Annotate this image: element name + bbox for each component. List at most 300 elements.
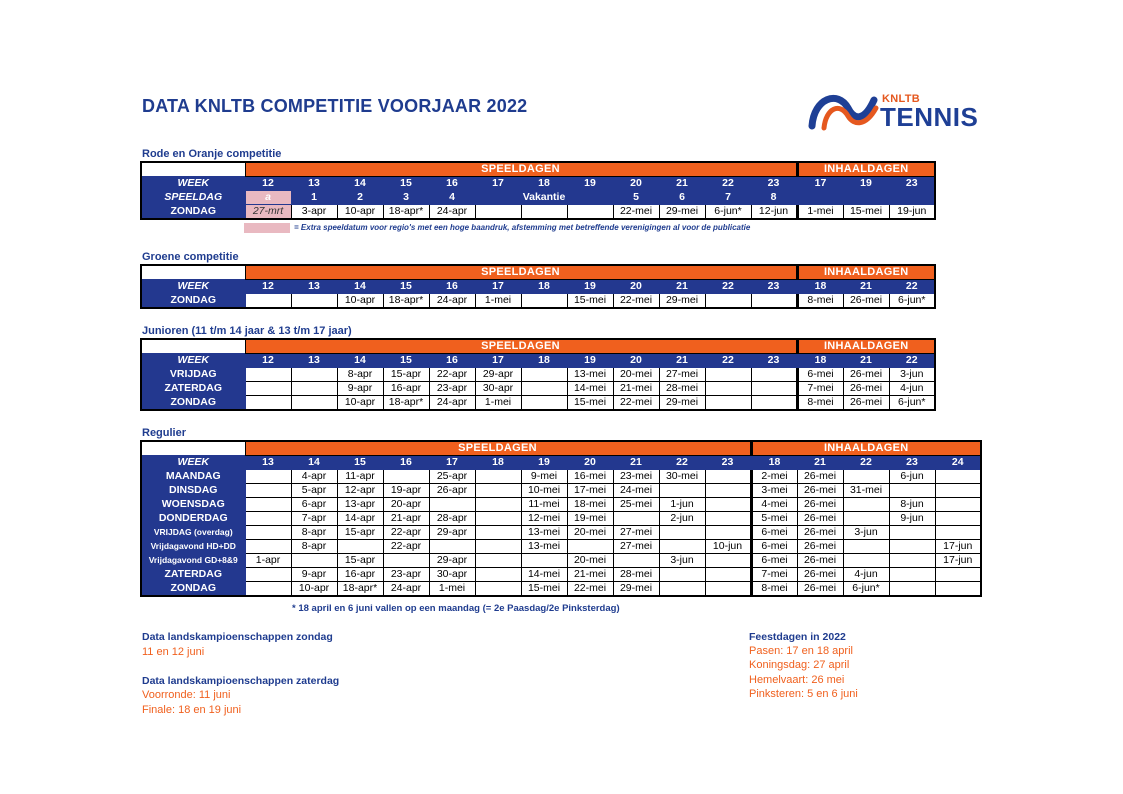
page-title: DATA KNLTB COMPETITIE VOORJAAR 2022: [142, 96, 528, 116]
inhaal-date-cell: 7-mei: [797, 382, 843, 396]
date-cell: 28-mei: [613, 568, 659, 582]
inhaal-date-cell: 26-mei: [797, 554, 843, 568]
week-cell: 17: [475, 280, 521, 294]
week-cell: 18: [521, 354, 567, 368]
date-cell: [567, 540, 613, 554]
date-cell: [705, 368, 751, 382]
date-cell: [751, 294, 797, 309]
week-cell: 23: [751, 280, 797, 294]
schedule-row: [141, 498, 981, 512]
schedule-row: [141, 484, 981, 498]
logo-swoosh-icon: [808, 86, 880, 134]
row-label: ZONDAG: [141, 396, 245, 411]
inhaal-date-cell: 26-mei: [843, 396, 889, 411]
row-label-week: WEEK: [141, 354, 245, 368]
date-cell: [705, 582, 751, 597]
row-label: Vrijdagavond HD+DD: [141, 540, 245, 554]
row-label: ZONDAG: [141, 582, 245, 597]
date-cell: 9-apr: [291, 568, 337, 582]
knltb-tennis-logo: [808, 86, 988, 134]
row-label: ZATERDAG: [141, 568, 245, 582]
row-label-zondag: ZONDAG: [141, 205, 245, 220]
date-cell: 29-mei: [659, 205, 705, 220]
inhaal-date-cell: 7-mei: [751, 568, 797, 582]
row-label-speeldag: SPEELDAG: [141, 191, 245, 205]
date-cell: 10-jun: [705, 540, 751, 554]
date-cell: 30-apr: [475, 382, 521, 396]
inhaal-date-cell: 6-jun*: [889, 294, 935, 309]
section-title-junioren: Junioren (11 t/m 14 jaar & 13 t/m 17 jaar): [142, 325, 352, 337]
date-cell: 8-apr: [337, 368, 383, 382]
note-equals: =: [294, 223, 299, 233]
date-cell: [705, 294, 751, 309]
inhaal-date-cell: 8-jun: [889, 498, 935, 512]
header-blank: [141, 162, 245, 177]
inhaal-date-cell: 6-jun*: [889, 396, 935, 411]
schedule-row: [141, 526, 981, 540]
date-cell: [245, 498, 291, 512]
inhaal-date-cell: 26-mei: [843, 368, 889, 382]
schedule-row: [141, 470, 981, 484]
row-label: MAANDAG: [141, 470, 245, 484]
inhaal-date-cell: 17-jun: [935, 540, 981, 554]
week-cell: 13: [291, 177, 337, 191]
week-row: [141, 177, 935, 191]
info-zaterdag-title: Data landskampioenschappen zaterdag: [142, 675, 340, 687]
speeldag-cell: 8: [751, 191, 797, 205]
week-cell: 17: [475, 354, 521, 368]
date-cell: [751, 396, 797, 411]
week-cell: 23: [751, 177, 797, 191]
date-cell: 7-apr: [291, 512, 337, 526]
date-cell: [613, 512, 659, 526]
date-cell: 15-apr: [337, 526, 383, 540]
date-cell: 24-apr: [383, 582, 429, 597]
inhaal-date-cell: 4-mei: [751, 498, 797, 512]
date-cell: 1-jun: [659, 498, 705, 512]
inhaal-date-cell: 8-mei: [797, 294, 843, 309]
date-cell: 3-jun: [659, 554, 705, 568]
week-cell: 17: [475, 177, 521, 191]
date-cell: 12-jun: [751, 205, 797, 220]
week-cell: 23: [751, 354, 797, 368]
logo-knltb-text: KNLTB: [882, 93, 920, 105]
date-cell: [705, 484, 751, 498]
date-cell: 30-mei: [659, 470, 705, 484]
date-cell: 12-apr: [337, 484, 383, 498]
date-cell: 20-mei: [567, 526, 613, 540]
week-cell: 22: [705, 354, 751, 368]
date-cell: 25-apr: [429, 470, 475, 484]
inhaal-date-cell: 8-mei: [751, 582, 797, 597]
week-cell: 20: [613, 177, 659, 191]
week-cell: 18: [521, 280, 567, 294]
date-cell: [475, 205, 521, 220]
date-cell: 22-mei: [613, 205, 659, 220]
inhaal-date-cell: [843, 498, 889, 512]
inhaal-week-cell: 23: [889, 456, 935, 470]
date-cell: 15-mei: [567, 294, 613, 309]
row-label: DINSDAG: [141, 484, 245, 498]
date-cell: [705, 498, 751, 512]
week-cell: 16: [429, 354, 475, 368]
date-cell: 29-apr: [429, 526, 475, 540]
inhaal-date-cell: [889, 582, 935, 597]
date-cell: 27-mei: [659, 368, 705, 382]
date-cell: 15-apr: [337, 554, 383, 568]
date-cell: [475, 582, 521, 597]
date-cell: [245, 484, 291, 498]
date-cell: 29-mei: [659, 396, 705, 411]
date-cell: [475, 484, 521, 498]
date-cell: 18-apr*: [337, 582, 383, 597]
date-cell: 14-mei: [567, 382, 613, 396]
inhaal-date-cell: 6-jun*: [843, 582, 889, 597]
date-cell: [659, 568, 705, 582]
date-cell: 17-mei: [567, 484, 613, 498]
inhaal-date-cell: 26-mei: [797, 526, 843, 540]
inhaal-week-cell: 18: [797, 354, 843, 368]
week-cell: 19: [567, 354, 613, 368]
date-cell: 23-apr: [383, 568, 429, 582]
date-cell: 28-apr: [429, 512, 475, 526]
inhaal-date-cell: 1-mei: [797, 205, 843, 220]
date-cell: 24-mei: [613, 484, 659, 498]
date-cell: [659, 484, 705, 498]
header-blank: [141, 265, 245, 280]
date-cell: 9-apr: [337, 382, 383, 396]
week-cell: 16: [429, 280, 475, 294]
date-cell: 22-mei: [613, 396, 659, 411]
note-text: Extra speeldatum voor regio's met een hoge baandruk, afstemming met betreffende verenigingen al voor de publicatie: [300, 223, 751, 233]
inhaal-date-cell: 2-mei: [751, 470, 797, 484]
date-cell: 26-apr: [429, 484, 475, 498]
date-cell: [475, 512, 521, 526]
header-speeldagen: SPEELDAGEN: [245, 441, 751, 456]
table-groene: [140, 264, 936, 309]
date-cell: [245, 540, 291, 554]
week-cell: 19: [521, 456, 567, 470]
extra-speeldatum-note: [244, 223, 750, 233]
inhaal-date-cell: 26-mei: [843, 294, 889, 309]
inhaal-date-cell: 26-mei: [797, 470, 843, 484]
inhaal-date-cell: [843, 512, 889, 526]
date-cell: 27-mei: [613, 526, 659, 540]
week-cell: 21: [659, 354, 705, 368]
date-cell: 5-apr: [291, 484, 337, 498]
date-cell: 21-mei: [613, 382, 659, 396]
date-cell: 11-apr: [337, 470, 383, 484]
inhaal-date-cell: [843, 554, 889, 568]
feestdag-pinksteren: Pinksteren: 5 en 6 juni: [749, 688, 858, 700]
speeldag-cell: [797, 191, 843, 205]
speeldag-cell: 6: [659, 191, 705, 205]
date-cell: [429, 498, 475, 512]
header-inhaaldagen: INHAALDAGEN: [797, 162, 935, 177]
week-cell: 18: [521, 177, 567, 191]
schedule-row: [141, 368, 935, 382]
inhaal-week-cell: 21: [843, 354, 889, 368]
date-cell: [521, 554, 567, 568]
inhaal-week-cell: 24: [935, 456, 981, 470]
speeldag-cell: 1: [291, 191, 337, 205]
week-row: [141, 280, 935, 294]
date-cell: 13-mei: [521, 526, 567, 540]
date-cell: 8-apr: [291, 540, 337, 554]
header-blank: [141, 441, 245, 456]
header-speeldagen: SPEELDAGEN: [245, 339, 797, 354]
row-label: VRIJDAG (overdag): [141, 526, 245, 540]
inhaal-date-cell: 5-mei: [751, 512, 797, 526]
speeldag-cell: 3: [383, 191, 429, 205]
feestdag-pasen: Pasen: 17 en 18 april: [749, 645, 853, 657]
date-cell: 19-mei: [567, 512, 613, 526]
section-title-groene: Groene competitie: [142, 251, 239, 263]
inhaal-date-cell: 4-jun: [843, 568, 889, 582]
inhaal-week-cell: 18: [797, 280, 843, 294]
inhaal-date-cell: 26-mei: [797, 582, 843, 597]
week-cell: 15: [383, 354, 429, 368]
inhaal-date-cell: [935, 470, 981, 484]
info-zondag-title: Data landskampioenschappen zondag: [142, 631, 333, 643]
date-cell: 2-jun: [659, 512, 705, 526]
inhaal-date-cell: [935, 512, 981, 526]
week-cell: 21: [613, 456, 659, 470]
date-cell: [245, 526, 291, 540]
inhaal-week-cell: 21: [797, 456, 843, 470]
row-label: VRIJDAG: [141, 368, 245, 382]
date-cell: [521, 382, 567, 396]
week-cell: 16: [429, 177, 475, 191]
date-cell: [245, 368, 291, 382]
logo-tennis-text: TENNIS: [880, 102, 979, 132]
date-cell: 12-mei: [521, 512, 567, 526]
inhaal-date-cell: [889, 554, 935, 568]
date-cell: [245, 512, 291, 526]
date-cell: 21-mei: [567, 568, 613, 582]
inhaal-date-cell: [935, 526, 981, 540]
zondag-row: [141, 205, 935, 220]
date-cell: [291, 368, 337, 382]
inhaal-week-cell: 22: [889, 354, 935, 368]
date-cell: 1-apr: [245, 554, 291, 568]
schedule-row: [141, 294, 935, 309]
date-cell: 15-mei: [567, 396, 613, 411]
table-regulier: [140, 440, 982, 597]
date-cell: 30-apr: [429, 568, 475, 582]
date-cell: 18-apr*: [383, 294, 429, 309]
date-cell: [245, 582, 291, 597]
date-cell: 21-apr: [383, 512, 429, 526]
inhaal-date-cell: 26-mei: [797, 568, 843, 582]
speeldag-cell: Vakantie: [522, 191, 566, 203]
week-cell: 12: [245, 354, 291, 368]
speeldag-row: [141, 191, 935, 205]
date-cell: [245, 396, 291, 411]
week-cell: 13: [291, 280, 337, 294]
date-cell: [521, 368, 567, 382]
header-inhaaldagen: INHAALDAGEN: [751, 441, 981, 456]
week-cell: 15: [337, 456, 383, 470]
date-cell: [521, 205, 567, 220]
date-cell: [291, 294, 337, 309]
week-cell: 13: [291, 354, 337, 368]
schedule-row: [141, 540, 981, 554]
feestdagen-title: Feestdagen in 2022: [749, 631, 846, 643]
week-cell: 14: [337, 177, 383, 191]
date-cell: [291, 382, 337, 396]
date-cell: [291, 396, 337, 411]
date-cell: [475, 470, 521, 484]
inhaal-date-cell: 26-mei: [797, 540, 843, 554]
inhaal-date-cell: 6-mei: [797, 368, 843, 382]
schedule-row: [141, 396, 935, 411]
week-cell: 14: [337, 354, 383, 368]
date-cell: [705, 568, 751, 582]
date-cell: [705, 512, 751, 526]
week-cell: 12: [245, 177, 291, 191]
date-cell: 22-mei: [567, 582, 613, 597]
date-cell: [245, 382, 291, 396]
date-cell: [521, 396, 567, 411]
date-cell: 13-mei: [521, 540, 567, 554]
date-cell: [659, 582, 705, 597]
week-cell: 19: [567, 280, 613, 294]
speeldag-cell: a: [245, 191, 291, 205]
date-cell: 18-mei: [567, 498, 613, 512]
date-cell: 29-mei: [659, 294, 705, 309]
date-cell: [705, 554, 751, 568]
week-cell: 23: [705, 456, 751, 470]
date-cell: [383, 554, 429, 568]
inhaal-date-cell: 6-mei: [751, 540, 797, 554]
date-cell: 29-apr: [429, 554, 475, 568]
inhaal-date-cell: [889, 540, 935, 554]
date-cell: [567, 205, 613, 220]
week-cell: 20: [613, 280, 659, 294]
schedule-row: [141, 568, 981, 582]
date-cell: 15-apr: [383, 368, 429, 382]
inhaal-date-cell: 3-mei: [751, 484, 797, 498]
date-cell: 22-apr: [429, 368, 475, 382]
header-speeldagen: SPEELDAGEN: [245, 162, 797, 177]
date-cell: 24-apr: [429, 396, 475, 411]
row-label: WOENSDAG: [141, 498, 245, 512]
regulier-footnote: * 18 april en 6 juni vallen op een maandag (= 2e Paasdag/2e Pinksterdag): [292, 603, 620, 614]
date-cell: 13-mei: [567, 368, 613, 382]
date-cell: 22-mei: [613, 294, 659, 309]
info-zondag-dates: 11 en 12 juni: [142, 646, 205, 658]
week-row: [141, 456, 981, 470]
date-cell: 24-apr: [429, 294, 475, 309]
speeldag-cell: [889, 191, 935, 205]
row-label: Vrijdagavond GD+8&9: [141, 554, 245, 568]
date-cell: [613, 554, 659, 568]
inhaal-date-cell: 6-mei: [751, 554, 797, 568]
inhaal-week-cell: 23: [889, 177, 935, 191]
date-cell: [751, 382, 797, 396]
inhaal-date-cell: 6-mei: [751, 526, 797, 540]
header-speeldagen: SPEELDAGEN: [245, 265, 797, 280]
speeldag-cell: 7: [705, 191, 751, 205]
inhaal-date-cell: 26-mei: [797, 498, 843, 512]
date-cell: 13-apr: [337, 498, 383, 512]
date-cell: [521, 294, 567, 309]
inhaal-date-cell: 26-mei: [797, 484, 843, 498]
inhaal-week-cell: 22: [889, 280, 935, 294]
inhaal-date-cell: [935, 582, 981, 597]
date-cell: 20-mei: [567, 554, 613, 568]
week-cell: 15: [383, 177, 429, 191]
date-cell: [705, 470, 751, 484]
inhaal-week-cell: 17: [797, 177, 843, 191]
table-junioren: [140, 338, 936, 411]
info-voorronde: Voorronde: 11 juni: [142, 689, 231, 701]
inhaal-date-cell: 31-mei: [843, 484, 889, 498]
pink-legend-swatch: [244, 223, 290, 233]
date-cell: 6-jun*: [705, 205, 751, 220]
date-cell: [245, 470, 291, 484]
date-cell: [475, 526, 521, 540]
inhaal-date-cell: [843, 540, 889, 554]
date-cell: [659, 540, 705, 554]
speeldag-cell: [843, 191, 889, 205]
date-cell: 16-apr: [337, 568, 383, 582]
date-cell: 22-apr: [383, 540, 429, 554]
date-cell: [475, 540, 521, 554]
date-cell: 1-mei: [475, 396, 521, 411]
inhaal-date-cell: 9-jun: [889, 512, 935, 526]
date-cell: 10-apr: [337, 294, 383, 309]
date-cell: 27-mrt: [245, 205, 291, 220]
date-cell: 10-mei: [521, 484, 567, 498]
section-title-rode-oranje: Rode en Oranje competitie: [142, 148, 282, 160]
date-cell: [337, 540, 383, 554]
date-cell: 14-apr: [337, 512, 383, 526]
inhaal-date-cell: 15-mei: [843, 205, 889, 220]
row-label-week: WEEK: [141, 456, 245, 470]
week-cell: 13: [245, 456, 291, 470]
week-row: [141, 354, 935, 368]
row-label-week: WEEK: [141, 177, 245, 191]
date-cell: [659, 526, 705, 540]
date-cell: 16-apr: [383, 382, 429, 396]
week-cell: 22: [705, 280, 751, 294]
inhaal-date-cell: 26-mei: [797, 512, 843, 526]
week-cell: 15: [383, 280, 429, 294]
week-cell: 14: [337, 280, 383, 294]
date-cell: [291, 554, 337, 568]
date-cell: 11-mei: [521, 498, 567, 512]
date-cell: 25-mei: [613, 498, 659, 512]
row-label-week: WEEK: [141, 280, 245, 294]
date-cell: [475, 498, 521, 512]
inhaal-date-cell: 3-jun: [889, 368, 935, 382]
schedule-row: [141, 582, 981, 597]
feestdag-koningsdag: Koningsdag: 27 april: [749, 659, 850, 671]
date-cell: 23-apr: [429, 382, 475, 396]
inhaal-date-cell: [935, 484, 981, 498]
date-cell: 10-apr: [337, 205, 383, 220]
speeldag-cell: 4: [429, 191, 475, 205]
week-cell: 21: [659, 177, 705, 191]
date-cell: 4-apr: [291, 470, 337, 484]
speeldag-cell: [567, 191, 613, 205]
date-cell: 9-mei: [521, 470, 567, 484]
week-cell: 18: [475, 456, 521, 470]
inhaal-date-cell: 3-jun: [843, 526, 889, 540]
speeldag-cell: 5: [613, 191, 659, 205]
